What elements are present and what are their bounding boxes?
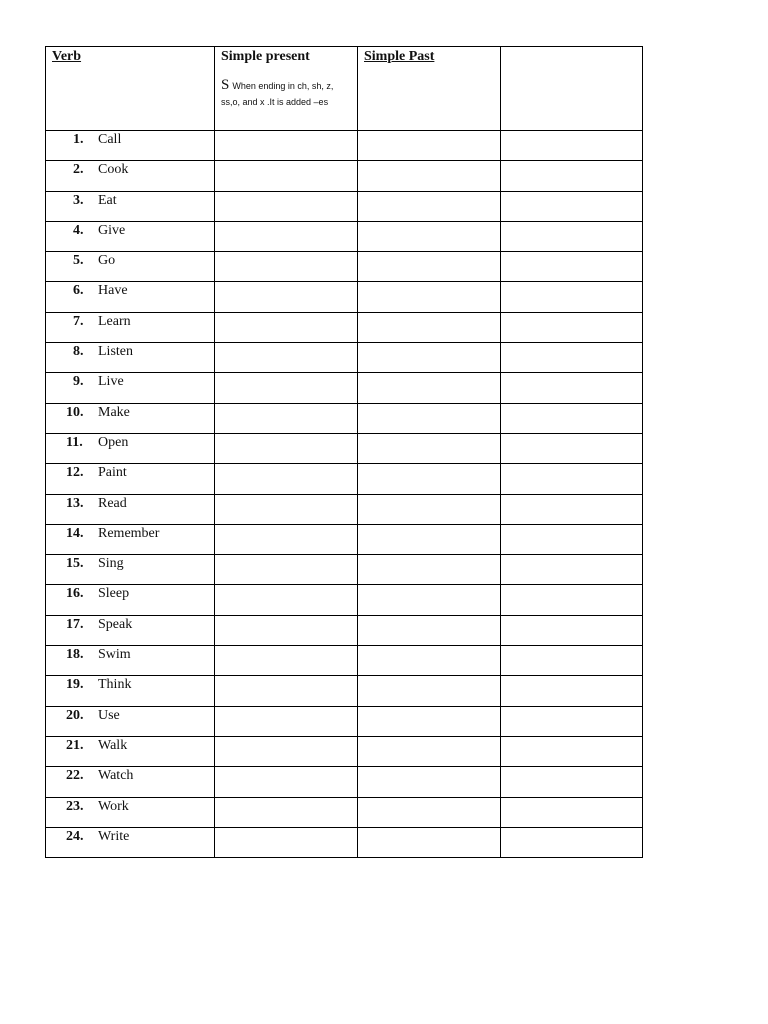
extra-cell[interactable] (501, 494, 643, 524)
verb-cell (46, 494, 215, 524)
verb-number: 11. (66, 434, 83, 450)
verb-word: Sleep (98, 586, 130, 602)
verb-cell-content (46, 343, 214, 371)
verb-cell (46, 282, 215, 312)
verb-number: 24. (66, 828, 84, 844)
verb-word: Walk (98, 737, 128, 753)
simple-past-cell[interactable] (358, 403, 501, 433)
header-simple-present-label: Simple present (221, 49, 310, 64)
extra-cell[interactable] (501, 221, 643, 251)
verb-cell (46, 191, 215, 221)
table-row (46, 464, 643, 494)
simple-past-cell[interactable] (358, 736, 501, 766)
simple-past-cell[interactable] (358, 676, 501, 706)
verb-cell-content (46, 222, 214, 250)
verb-number: 17. (66, 616, 84, 632)
table-row (46, 494, 643, 524)
simple-present-cell[interactable] (215, 494, 358, 524)
verb-word: Call (98, 132, 122, 147)
simple-present-cell[interactable] (215, 312, 358, 342)
extra-cell[interactable] (501, 615, 643, 645)
simple-past-cell[interactable] (358, 706, 501, 736)
table-row (46, 131, 643, 161)
verb-number: 7. (73, 313, 84, 329)
header-empty (501, 47, 643, 131)
simple-present-cell[interactable] (215, 433, 358, 463)
simple-present-cell[interactable] (215, 615, 358, 645)
verb-word: Eat (98, 192, 117, 208)
extra-cell[interactable] (501, 343, 643, 373)
verb-word: Use (98, 707, 120, 723)
table-row (46, 191, 643, 221)
simple-past-cell[interactable] (358, 797, 501, 827)
verb-number: 22. (66, 768, 84, 784)
verb-cell-content (46, 282, 214, 310)
simple-present-cell[interactable] (215, 797, 358, 827)
verb-word: Listen (98, 344, 133, 360)
verb-table (45, 46, 643, 858)
verb-cell-content (46, 434, 214, 462)
simple-present-cell[interactable] (215, 736, 358, 766)
simple-past-cell[interactable] (358, 827, 501, 857)
verb-cell (46, 767, 215, 797)
table-row (46, 736, 643, 766)
verb-cell (46, 585, 215, 615)
verb-number: 21. (66, 737, 84, 753)
verb-word: Open (98, 434, 129, 450)
simple-past-cell[interactable] (358, 252, 501, 282)
verb-number: 18. (66, 647, 84, 663)
verb-number: 9. (73, 374, 84, 390)
extra-cell[interactable] (501, 161, 643, 191)
table-row (46, 615, 643, 645)
verb-number: 8. (73, 344, 84, 360)
simple-past-cell[interactable] (358, 221, 501, 251)
simple-past-cell[interactable] (358, 524, 501, 554)
simple-past-cell[interactable] (358, 433, 501, 463)
table-row (46, 433, 643, 463)
verb-number: 16. (66, 586, 84, 602)
verb-cell-content (46, 131, 214, 159)
verb-cell (46, 555, 215, 585)
verb-word: Read (98, 495, 127, 511)
verb-number: 3. (73, 192, 84, 208)
simple-present-cell[interactable] (215, 585, 358, 615)
simple-present-cell[interactable] (215, 464, 358, 494)
extra-cell[interactable] (501, 252, 643, 282)
simple-present-cell[interactable] (215, 191, 358, 221)
verb-cell (46, 464, 215, 494)
extra-cell[interactable] (501, 646, 643, 676)
simple-present-cell[interactable] (215, 555, 358, 585)
extra-cell[interactable] (501, 827, 643, 857)
verb-word: Make (98, 404, 130, 420)
extra-cell[interactable] (501, 676, 643, 706)
simple-present-cell[interactable] (215, 161, 358, 191)
table-row (46, 343, 643, 373)
header-verb (46, 47, 215, 131)
verb-cell-content (46, 707, 214, 735)
verb-word: Speak (98, 616, 133, 632)
header-verb-label: Verb (52, 49, 82, 64)
header-row (46, 47, 643, 131)
verb-number: 19. (66, 677, 84, 693)
simple-present-cell[interactable] (215, 646, 358, 676)
simple-past-cell[interactable] (358, 767, 501, 797)
extra-cell[interactable] (501, 524, 643, 554)
simple-present-cell[interactable] (215, 131, 358, 161)
verb-cell-content (46, 646, 214, 674)
simple-present-cell[interactable] (215, 252, 358, 282)
verb-number: 14. (66, 525, 84, 541)
verb-number: 1. (73, 132, 84, 147)
verb-number: 4. (73, 222, 84, 238)
verb-number: 12. (66, 465, 84, 481)
table-row (46, 161, 643, 191)
table-row (46, 827, 643, 857)
verb-cell (46, 524, 215, 554)
verb-cell (46, 706, 215, 736)
verb-cell (46, 403, 215, 433)
verb-cell (46, 827, 215, 857)
verb-number: 10. (66, 404, 84, 420)
table-row (46, 767, 643, 797)
verb-number: 15. (66, 556, 84, 572)
verb-cell-content (46, 373, 214, 401)
extra-cell[interactable] (501, 312, 643, 342)
simple-past-cell[interactable] (358, 191, 501, 221)
table-row (46, 252, 643, 282)
note-text-2: ss,o, and x .It is added –es (221, 97, 329, 107)
verb-cell (46, 676, 215, 706)
simple-present-cell[interactable] (215, 403, 358, 433)
simple-past-cell[interactable] (358, 646, 501, 676)
extra-cell[interactable] (501, 403, 643, 433)
header-simple-present (215, 47, 358, 131)
verb-cell (46, 646, 215, 676)
verb-cell-content (46, 585, 214, 613)
note-letter: S (221, 77, 230, 93)
header-simple-past (358, 47, 501, 131)
simple-present-note (221, 77, 351, 110)
table-row (46, 403, 643, 433)
simple-present-cell[interactable] (215, 676, 358, 706)
simple-present-cell[interactable] (215, 524, 358, 554)
verb-word: Watch (98, 768, 134, 784)
simple-present-cell[interactable] (215, 282, 358, 312)
verb-cell (46, 343, 215, 373)
simple-past-cell[interactable] (358, 373, 501, 403)
extra-cell[interactable] (501, 191, 643, 221)
simple-past-cell[interactable] (358, 343, 501, 373)
extra-cell[interactable] (501, 555, 643, 585)
simple-past-cell[interactable] (358, 585, 501, 615)
verb-cell-content (46, 828, 214, 856)
verb-cell (46, 161, 215, 191)
verb-cell-content (46, 161, 214, 189)
verb-word: Give (98, 222, 126, 238)
simple-past-cell[interactable] (358, 282, 501, 312)
simple-present-cell[interactable] (215, 343, 358, 373)
extra-cell[interactable] (501, 706, 643, 736)
verb-rows (46, 131, 643, 858)
simple-past-cell[interactable] (358, 131, 501, 161)
verb-cell-content (46, 555, 214, 583)
table-row (46, 585, 643, 615)
verb-cell (46, 131, 215, 161)
verb-cell-content (46, 464, 214, 492)
extra-cell[interactable] (501, 131, 643, 161)
verb-number: 2. (73, 162, 84, 178)
extra-cell[interactable] (501, 282, 643, 312)
verb-cell-content (46, 676, 214, 704)
table-row (46, 524, 643, 554)
verb-cell-content (46, 767, 214, 795)
verb-word: Write (98, 828, 130, 844)
simple-past-cell[interactable] (358, 312, 501, 342)
note-text-1: When ending in ch, sh, z, (232, 81, 334, 91)
simple-present-cell[interactable] (215, 221, 358, 251)
verb-number: 5. (73, 253, 84, 269)
verb-number: 23. (66, 798, 84, 814)
table-row (46, 282, 643, 312)
simple-past-cell[interactable] (358, 464, 501, 494)
header-simple-past-label: Simple Past (364, 49, 435, 64)
verb-cell-content (46, 252, 214, 280)
verb-cell-content (46, 798, 214, 826)
verb-cell (46, 252, 215, 282)
simple-present-cell[interactable] (215, 827, 358, 857)
table-row (46, 706, 643, 736)
verb-word: Sing (98, 556, 124, 572)
table-row (46, 676, 643, 706)
verb-cell-content (46, 404, 214, 432)
verb-cell-content (46, 192, 214, 220)
verb-cell (46, 433, 215, 463)
extra-cell[interactable] (501, 585, 643, 615)
verb-word: Work (98, 798, 129, 814)
simple-present-cell[interactable] (215, 373, 358, 403)
verb-word: Paint (98, 465, 127, 481)
simple-present-cell[interactable] (215, 706, 358, 736)
verb-word: Think (98, 677, 132, 693)
table-row (46, 312, 643, 342)
extra-cell[interactable] (501, 373, 643, 403)
simple-past-cell[interactable] (358, 555, 501, 585)
verb-cell-content (46, 616, 214, 644)
verb-cell-content (46, 737, 214, 765)
table-row (46, 221, 643, 251)
simple-past-cell[interactable] (358, 615, 501, 645)
verb-cell-content (46, 313, 214, 341)
extra-cell[interactable] (501, 433, 643, 463)
table-row (46, 555, 643, 585)
verb-cell (46, 373, 215, 403)
verb-word: Cook (98, 162, 129, 178)
table-row (46, 797, 643, 827)
verb-word: Swim (98, 647, 131, 663)
simple-past-cell[interactable] (358, 161, 501, 191)
extra-cell[interactable] (501, 767, 643, 797)
verb-word: Learn (98, 313, 131, 329)
table-row (46, 373, 643, 403)
verb-cell (46, 615, 215, 645)
verb-cell-content (46, 525, 214, 553)
extra-cell[interactable] (501, 797, 643, 827)
table-row (46, 646, 643, 676)
verb-number: 13. (66, 495, 84, 511)
simple-past-cell[interactable] (358, 494, 501, 524)
verb-number: 6. (73, 283, 84, 299)
simple-present-cell[interactable] (215, 767, 358, 797)
extra-cell[interactable] (501, 464, 643, 494)
verb-cell (46, 221, 215, 251)
verb-number: 20. (66, 707, 84, 723)
verb-cell (46, 736, 215, 766)
verb-word: Go (98, 253, 116, 269)
verb-cell (46, 797, 215, 827)
verb-cell-content (46, 495, 214, 523)
verb-word: Remember (98, 525, 160, 541)
verb-word: Have (98, 283, 128, 299)
extra-cell[interactable] (501, 736, 643, 766)
verb-word: Live (98, 374, 124, 390)
verb-cell (46, 312, 215, 342)
